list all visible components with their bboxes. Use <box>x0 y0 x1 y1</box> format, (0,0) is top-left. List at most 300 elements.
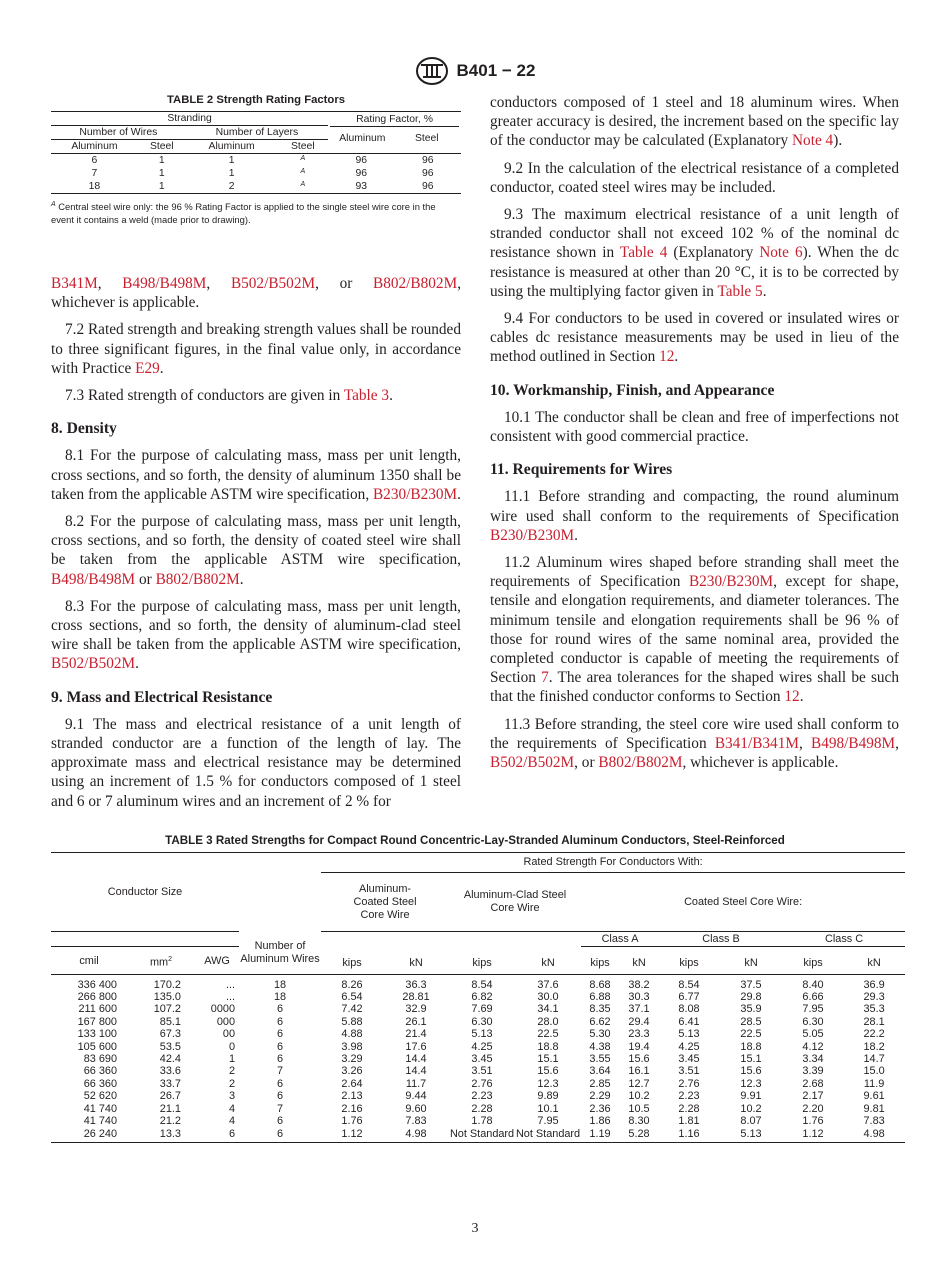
t3-cell: 37.5 <box>740 978 762 991</box>
t3-cell: 7.83 <box>863 1115 885 1128</box>
t3-cell: 211 600 <box>78 1003 117 1016</box>
t3-cell: 0000 <box>210 1003 236 1016</box>
t3-row <box>51 974 905 991</box>
t3-cell: 12.3 <box>537 1077 559 1090</box>
t3-cell: 3.29 <box>341 1053 363 1066</box>
t3-cell: 336 400 <box>77 978 117 991</box>
t3-cell: 67.3 <box>159 1028 181 1041</box>
section-9-heading: 9. Mass and Electrical Resistance <box>51 688 273 706</box>
t2-rating-steel: Steel <box>414 133 439 144</box>
t3-cell: 18.2 <box>863 1040 885 1053</box>
t3-cell: 28.5 <box>740 1015 762 1028</box>
astm-logo-icon <box>415 56 449 86</box>
t3-cell: 38.2 <box>628 978 650 991</box>
t3-cell: ... <box>225 991 236 1004</box>
t3-cell: 2.76 <box>678 1077 700 1090</box>
link-b502[interactable]: B502/B502M <box>51 655 136 673</box>
text: 11.3 Before stranding, the steel core wire used shall conform to the requirements of Specification <box>490 715 899 752</box>
t3-cell: 00 <box>222 1028 236 1041</box>
t3-cell: 36.9 <box>863 978 885 991</box>
t3-cell: 6 <box>195 1128 239 1143</box>
t3-cell: 5.13 <box>471 1028 493 1041</box>
link-table-3[interactable]: Table 3 <box>343 387 390 405</box>
t3-cell: 41 740 <box>83 1115 117 1128</box>
paragraph-7-1-tail <box>51 274 461 312</box>
t3-cell: 2.17 <box>802 1090 824 1103</box>
t2-cell: 1 <box>228 168 235 179</box>
t3-cell: 1.81 <box>678 1115 700 1128</box>
t3-kn: kN <box>619 953 659 974</box>
section-11-heading: 11. Requirements for Wires <box>490 461 673 479</box>
text: or <box>135 570 156 588</box>
t3-cell: 18.8 <box>740 1040 762 1053</box>
t3-mm2-sup: 2 <box>168 956 173 963</box>
link-section-12[interactable]: 12 <box>784 688 800 706</box>
link-b498[interactable]: B498/B498M <box>122 275 207 292</box>
t3-cell: 4.25 <box>678 1040 700 1053</box>
t3-cell: 22.2 <box>863 1028 885 1041</box>
text: . <box>389 387 393 405</box>
t3-cell: 9.81 <box>863 1102 885 1115</box>
t3-cell: 15.0 <box>863 1065 885 1078</box>
t3-cell: 3.26 <box>341 1065 363 1078</box>
t3-cell: 9.60 <box>405 1102 427 1115</box>
t2-group-rating <box>328 112 461 154</box>
t3-cell: ... <box>225 978 236 991</box>
t3-kips: kips <box>783 953 843 974</box>
link-note-4[interactable]: Note 4 <box>792 132 834 150</box>
t3-cell: 15.6 <box>628 1053 650 1066</box>
t3-cell: 10.5 <box>628 1102 650 1115</box>
t3-cell: 10.2 <box>628 1090 650 1103</box>
link-b230[interactable]: B230/B230M <box>688 573 774 591</box>
t3-cell: 36.3 <box>405 978 427 991</box>
text: , except for shape, tensile and elongation requirements, and diameter tolerances. The minimum tensile and elongation requirements shall be 96 % of those for round wires of the same nominal area, provided the completed conductor is capable of meeting the requirements of Section <box>490 573 899 687</box>
t3-cell: 4.12 <box>802 1040 824 1053</box>
paragraph-9-1: 9.1 The mass and electrical resistance of a unit length of stranded conductor are a function of the length of lay. The approximate mass and electrical resistance may be determined using an increment of 1.5 % for conductors composed of 1 steel and 6 or 7 aluminum wires and an increment of 2 % for <box>51 715 461 810</box>
t3-cell: 8.40 <box>802 978 824 991</box>
t3-kn: kN <box>719 953 783 974</box>
t3-cell: 22.5 <box>537 1028 559 1041</box>
t3-cell: 6 <box>277 1040 284 1053</box>
t3-cell: 15.6 <box>537 1065 559 1078</box>
t3-cell: 8.54 <box>471 978 493 991</box>
link-b341m[interactable]: B341M <box>51 275 98 292</box>
paragraph-7-3 <box>51 386 461 405</box>
t3-cell: 85.1 <box>159 1015 181 1028</box>
t3-cell: 2.13 <box>341 1090 363 1103</box>
left-column <box>51 274 461 819</box>
t3-cell: 9.91 <box>740 1090 762 1103</box>
t2-sub-layers: Number of Layers <box>186 126 328 140</box>
t3-row <box>51 1053 905 1065</box>
t3-cell: 1.86 <box>589 1115 611 1128</box>
t3-kn: kN <box>383 953 449 974</box>
t3-cell: 4.38 <box>589 1040 611 1053</box>
t3-size-rule <box>51 932 239 947</box>
t3-cell: 9.89 <box>537 1090 559 1103</box>
t3-cell: 11.7 <box>405 1077 427 1090</box>
t3-cell: 7.95 <box>802 1003 824 1016</box>
t3-cell: 18.8 <box>537 1040 559 1053</box>
sep: , <box>798 734 811 752</box>
t3-cell: 26.7 <box>159 1090 181 1103</box>
text: ). <box>833 132 843 150</box>
page-number: 3 <box>471 1221 479 1236</box>
t3-cell: 8.26 <box>341 978 363 991</box>
page-header <box>0 56 950 86</box>
t3-cell: 26 240 <box>51 1128 127 1143</box>
paragraph-11-2 <box>490 553 899 707</box>
t3-cell: 3.45 <box>471 1053 493 1066</box>
t3-cell: 3.34 <box>802 1053 824 1066</box>
t2-note-mark: A <box>300 181 306 188</box>
text: 7.2 Rated strength and breaking strength values shall be rounded to three significant figures, in the final value only, in accordance with Practice <box>51 321 461 377</box>
t3-cell: 14.7 <box>863 1053 885 1066</box>
text: . <box>799 688 804 706</box>
t2-cell: 7 <box>91 168 98 179</box>
t2-cell: 96 <box>421 168 434 179</box>
t3-cell: 26.1 <box>405 1015 427 1028</box>
t3-cell: 5.05 <box>802 1028 824 1041</box>
t2-cell: 93 <box>328 180 394 194</box>
t2-cell: 96 <box>355 155 368 166</box>
t3-cell: 4.25 <box>471 1040 493 1053</box>
link-e29[interactable]: E29 <box>135 359 160 377</box>
t2-cell <box>278 167 329 180</box>
t3-cell: 53.5 <box>159 1040 181 1053</box>
document-designation: B401 − 22 <box>456 61 536 80</box>
t2-row <box>51 154 461 168</box>
text: . <box>239 570 244 588</box>
paragraph-10-1: 10.1 The conductor shall be clean and free of imperfections not consistent with good commercial practice. <box>490 408 899 446</box>
t3-cell: 10.1 <box>537 1102 559 1115</box>
t3-cell: 5.28 <box>619 1128 659 1143</box>
text: , whichever is applicable. <box>682 754 839 772</box>
t3-cell: 6.41 <box>678 1015 700 1028</box>
t3-rated-group: Rated Strength For Conductors With: <box>321 853 905 873</box>
t3-spacer <box>239 853 321 932</box>
text: ). When the dc resistance is measured at other than 20 °C, it is to be corrected by using the multiplying factor given in <box>490 244 899 300</box>
t3-row <box>51 1003 905 1015</box>
t3-cell: 8.35 <box>589 1003 611 1016</box>
t3-cell: 3.98 <box>341 1040 363 1053</box>
text: . <box>574 526 578 544</box>
t3-kips: kips <box>581 953 619 974</box>
t3-cell: 12.3 <box>740 1077 762 1090</box>
right-column <box>490 93 899 780</box>
link-section-7[interactable]: 7 <box>541 669 549 687</box>
t2-cell: 6 <box>91 155 98 166</box>
paragraph-9-1-cont <box>490 93 899 151</box>
t3-cell: 34.1 <box>537 1003 559 1016</box>
t3-cell: 6.30 <box>802 1015 824 1028</box>
t3-cell: 6 <box>277 1053 284 1066</box>
t3-row <box>51 1078 905 1090</box>
sep: , <box>206 275 231 292</box>
t3-cell: 23.3 <box>628 1028 650 1041</box>
t3-cell: 14.4 <box>405 1065 427 1078</box>
text: . <box>762 282 767 300</box>
t3-row <box>51 1028 905 1040</box>
t3-awg: AWG <box>195 953 239 974</box>
t3-cell: 18 <box>273 978 287 991</box>
t3-cell: 11.9 <box>863 1077 885 1090</box>
t3-cell: 17.6 <box>405 1040 427 1053</box>
link-table-5[interactable]: Table 5 <box>717 282 763 300</box>
link-b802[interactable]: B802/B802M <box>155 570 240 588</box>
t3-cell: 167 800 <box>77 1015 117 1028</box>
t3-row <box>51 991 905 1003</box>
text: conductors composed of 1 steel and 18 aluminum wires. When greater accuracy is desired, the increment based on the specific lay of the conductor may be calculated (Explanatory <box>490 94 899 150</box>
t3-cell: 5.13 <box>719 1128 783 1143</box>
t3-row <box>51 1041 905 1053</box>
t3-row <box>51 1016 905 1028</box>
t3-cell: Not Standard <box>515 1128 581 1143</box>
t3-cell: 3.64 <box>589 1065 611 1078</box>
paragraph-8-3 <box>51 597 461 674</box>
link-b341[interactable]: B341/B341M <box>714 734 799 752</box>
t2-rating-label: Rating Factor, % <box>330 113 459 127</box>
t3-cell: 21.2 <box>159 1115 181 1128</box>
t2-row <box>51 180 461 194</box>
t2-cell <box>278 180 329 194</box>
link-b502[interactable]: B502/B502M <box>490 754 575 772</box>
t2-group-stranding: Stranding <box>51 112 328 126</box>
paragraph-11-3 <box>490 715 899 773</box>
link-b502[interactable]: B502/B502M <box>230 275 316 292</box>
t3-cell: 37.1 <box>628 1003 650 1016</box>
t3-cell: 4 <box>228 1102 236 1115</box>
t3-cell: 170.2 <box>153 978 181 991</box>
text: . The area tolerances for the shaped wires shall be such that the finished conductor conforms to Section <box>490 669 899 706</box>
t3-cell: 6 <box>277 1077 284 1090</box>
section-8-heading: 8. Density <box>51 420 117 438</box>
t3-cell: 0 <box>228 1040 236 1053</box>
t3-row <box>51 1090 905 1102</box>
t3-cell: 6.77 <box>678 991 700 1004</box>
t3-cell: 1.76 <box>341 1115 363 1128</box>
t3-cmil: cmil <box>51 953 127 974</box>
t3-cell: 7.42 <box>341 1003 363 1016</box>
text: 9.4 For conductors to be used in covered or insulated wires or cables dc resistance measurements may be used in lieu of the method outlined in Section <box>490 310 899 366</box>
text: 11.1 Before stranding and compacting, the round aluminum wire used shall conform to the requirements of Specification <box>490 488 899 525</box>
t3-cell: 2.64 <box>341 1077 363 1090</box>
t3-cell: 30.3 <box>628 991 650 1004</box>
t3-cell: 8.30 <box>628 1115 650 1128</box>
t3-cell: 4 <box>228 1115 236 1128</box>
t3-cell: 21.1 <box>159 1102 181 1115</box>
t3-cell: 4.88 <box>341 1028 363 1041</box>
text: (Explanatory <box>667 244 760 262</box>
t3-cell: 6.88 <box>589 991 611 1004</box>
paragraph-7-2 <box>51 320 461 378</box>
paragraph-9-4 <box>490 309 899 367</box>
paragraph-8-2 <box>51 512 461 589</box>
t3-cell: 7 <box>277 1065 284 1078</box>
t3-cell: Not Standard <box>449 1128 515 1143</box>
t3-cell: 6 <box>277 1015 284 1028</box>
t3-cell: 2.76 <box>471 1077 493 1090</box>
t3-cell: 10.2 <box>740 1102 762 1115</box>
t3-cell: 2.28 <box>471 1102 493 1115</box>
t2-cell: 18 <box>51 180 138 194</box>
t3-cell: 35.9 <box>740 1003 762 1016</box>
text: . <box>135 655 139 673</box>
link-b230[interactable]: B230/B230M <box>372 485 458 503</box>
link-section-12[interactable]: 12 <box>659 348 675 366</box>
t3-cell: 105 600 <box>77 1040 117 1053</box>
t3-cell: 2.23 <box>471 1090 493 1103</box>
t3-cell: 1.12 <box>321 1128 383 1143</box>
t3-cell: 6.66 <box>802 991 824 1004</box>
t3-cell: 7.69 <box>471 1003 493 1016</box>
t3-cell: 6.62 <box>589 1015 611 1028</box>
t3-kn: kN <box>515 953 581 974</box>
t3-cell: 9.61 <box>863 1090 885 1103</box>
text: 8.3 For the purpose of calculating mass, mass per unit length, cross sections, and so forth, the density of aluminum-clad steel wire shall be taken from the applicable ASTM wire specification, <box>51 597 461 654</box>
t3-blank <box>321 932 581 947</box>
t3-cell: 2.28 <box>678 1102 700 1115</box>
t3-cell: 83 690 <box>83 1053 117 1066</box>
t3-cell: 33.7 <box>159 1077 181 1090</box>
t3-cell: 6 <box>277 1003 284 1016</box>
t2-cell: 1 <box>158 155 165 166</box>
t3-cell: 3.45 <box>678 1053 700 1066</box>
t3-cell: 3.51 <box>471 1065 493 1078</box>
t3-cell: 19.4 <box>628 1040 650 1053</box>
t3-cell: 107.2 <box>153 1003 181 1016</box>
t3-row <box>51 1103 905 1115</box>
t3-al-clad: Aluminum-Clad Steel Core Wire <box>463 889 567 914</box>
t3-cell: 42.4 <box>159 1053 181 1066</box>
t3-cell: 133 100 <box>77 1028 117 1041</box>
t3-cell: 8.07 <box>740 1115 762 1128</box>
t3-cell: 66 360 <box>83 1065 117 1078</box>
t3-kn: kN <box>843 953 905 974</box>
t3-cell: 000 <box>216 1015 236 1028</box>
t3-cell: 12.7 <box>628 1077 650 1090</box>
table-3 <box>51 834 899 1143</box>
t3-cell: 29.3 <box>863 991 885 1004</box>
t3-mm2-text: mm <box>149 956 169 969</box>
sep: , or <box>574 754 599 772</box>
t3-cell: 3 <box>228 1090 236 1103</box>
t3-cell: 2.16 <box>341 1102 363 1115</box>
text: 7.3 Rated strength of conductors are given in <box>65 387 344 405</box>
table-2 <box>51 94 461 226</box>
t3-cell: 6.82 <box>471 991 493 1004</box>
t3-cell: 2.20 <box>802 1102 824 1115</box>
t3-cell: 14.4 <box>405 1053 427 1066</box>
t3-cell: 6.30 <box>471 1015 493 1028</box>
t3-cell: 15.1 <box>537 1053 559 1066</box>
link-b802[interactable]: B802/B802M <box>598 754 683 772</box>
paragraph-8-1 <box>51 446 461 504</box>
t2-cell: 2 <box>186 180 278 194</box>
text: , whichever is applicable. <box>51 275 462 312</box>
t2-note-mark: A <box>300 155 306 162</box>
table-2-caption: TABLE 2 Strength Rating Factors <box>166 94 346 106</box>
t3-cell: 29.8 <box>740 991 762 1004</box>
t2-cell: 1 <box>158 168 165 179</box>
t3-cell: 21.4 <box>405 1028 427 1041</box>
t2-cell: 1 <box>138 180 186 194</box>
t3-cell: 13.3 <box>127 1128 195 1143</box>
t2-col-aluminum: Aluminum <box>51 140 138 154</box>
t3-cell: 15.6 <box>740 1065 762 1078</box>
t3-row <box>51 1115 905 1127</box>
t3-cell: 6.54 <box>341 991 363 1004</box>
t3-al-coated: Aluminum-Coated Steel Core Wire <box>353 882 417 921</box>
t3-cell: 33.6 <box>159 1065 181 1078</box>
t3-num-wires: Number of Aluminum Wires <box>239 932 321 975</box>
t3-cell: 6 <box>277 1028 284 1041</box>
t3-cell: 37.6 <box>537 978 559 991</box>
t3-cell: 7.95 <box>537 1115 559 1128</box>
t2-col-steel: Steel <box>138 140 186 154</box>
t3-cell: 2.36 <box>589 1102 611 1115</box>
link-b498[interactable]: B498/B498M <box>51 570 136 588</box>
sep: , <box>895 734 899 752</box>
t3-cell: 9.44 <box>405 1090 427 1103</box>
t3-cell: 2.68 <box>802 1077 824 1090</box>
t3-cell: 6 <box>239 1128 321 1143</box>
link-b802[interactable]: B802/B802M <box>373 275 458 292</box>
t2-col-steel-layers: Steel <box>278 140 329 154</box>
t3-cell: 4.98 <box>843 1128 905 1143</box>
t3-class-a: Class A <box>581 932 659 947</box>
t3-body <box>51 974 905 1142</box>
link-note-6[interactable]: Note 6 <box>759 244 803 262</box>
t3-cell: 8.08 <box>678 1003 700 1016</box>
t3-cell: 1.76 <box>802 1115 824 1128</box>
t3-conductor-size: Conductor Size <box>107 885 183 898</box>
t3-kips: kips <box>321 953 383 974</box>
t2-cell: 96 <box>355 168 368 179</box>
link-b498[interactable]: B498/B498M <box>811 734 896 752</box>
t2-rating-aluminum: Aluminum <box>339 133 386 144</box>
t3-cell: 8.54 <box>678 978 700 991</box>
table-2-grid <box>51 111 461 194</box>
t2-cell: 96 <box>395 180 461 194</box>
link-b230[interactable]: B230/B230M <box>490 526 575 544</box>
t3-cell: 18 <box>273 991 287 1004</box>
t3-cell: 5.88 <box>341 1015 363 1028</box>
t3-cell: 16.1 <box>628 1065 650 1078</box>
t3-cell: 35.3 <box>863 1003 885 1016</box>
t3-cell: 266 800 <box>77 991 117 1004</box>
t3-cell: 1 <box>228 1053 236 1066</box>
t3-class-b: Class B <box>659 932 783 947</box>
t3-cell: 2 <box>228 1077 236 1090</box>
table-3-grid <box>51 852 905 1143</box>
text: 11.2 Aluminum wires shaped before stranding shall meet the requirements of Specification <box>490 554 899 591</box>
t2-cell <box>278 154 329 168</box>
t2-footnote <box>51 200 461 226</box>
t3-row <box>51 1128 905 1143</box>
t3-kips: kips <box>449 953 515 974</box>
t3-mm2 <box>127 953 195 974</box>
text: 8.2 For the purpose of calculating mass, mass per unit length, cross sections, and so forth, the density of coated steel wire shall be taken from the applicable ASTM wire specification, <box>51 513 461 569</box>
t3-cell: 1.19 <box>581 1128 619 1143</box>
link-table-4[interactable]: Table 4 <box>619 244 668 262</box>
table-3-caption: TABLE 3 Rated Strengths for Compact Round Concentric-Lay-Stranded Aluminum Conductors, Steel-Reinforced <box>165 834 785 847</box>
t2-note-mark: A <box>300 168 306 175</box>
t3-cell: 52 620 <box>83 1090 117 1103</box>
t2-cell: 96 <box>421 155 434 166</box>
t3-cell: 2.29 <box>589 1090 611 1103</box>
